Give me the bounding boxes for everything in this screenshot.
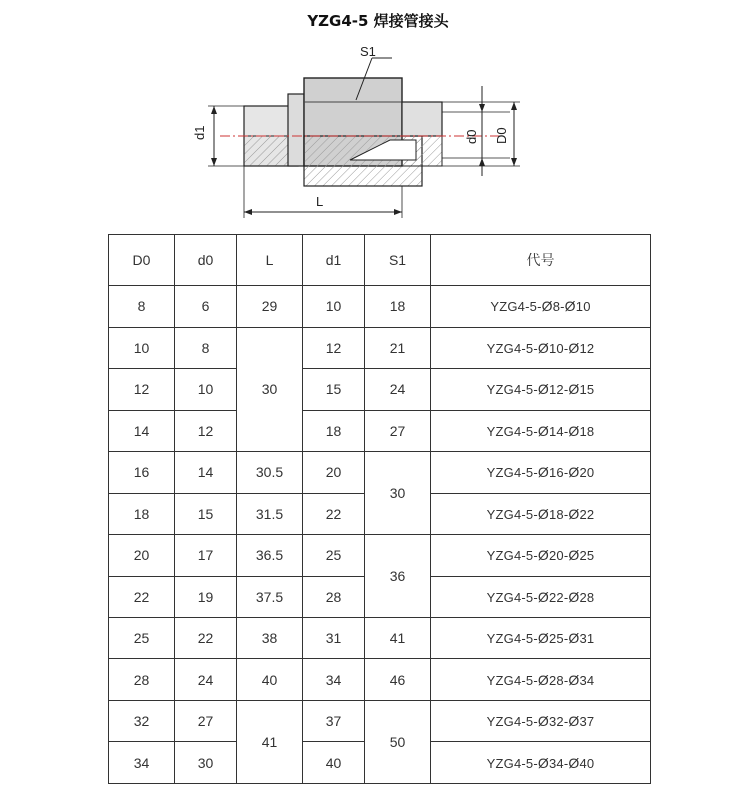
cell-L: 29	[237, 286, 303, 327]
cell-d0: 8	[175, 327, 237, 368]
cell-D0: 32	[109, 700, 175, 741]
cell-D0: 20	[109, 535, 175, 576]
cell-d1: 15	[303, 369, 365, 410]
cell-d1: 20	[303, 452, 365, 493]
header-L: L	[237, 235, 303, 286]
cell-d0: 27	[175, 700, 237, 741]
diameter-icon: Ø	[537, 547, 549, 564]
code-b: 40	[579, 755, 595, 771]
cell-D0: 10	[109, 327, 175, 368]
diameter-icon: Ø	[541, 298, 553, 315]
cell-S1: 30	[365, 452, 431, 535]
table-row	[109, 410, 651, 451]
cell-S1: 36	[365, 535, 431, 618]
table-row	[109, 286, 651, 327]
d1-label: d1	[192, 125, 207, 140]
diameter-icon: Ø	[537, 754, 549, 771]
table-row	[109, 452, 651, 493]
diameter-icon: Ø	[568, 339, 580, 356]
cell-code: YZG4-5-Ø28-Ø34	[431, 659, 651, 700]
diameter-icon: Ø	[537, 422, 549, 439]
cell-D0: 14	[109, 410, 175, 451]
code-a: 16	[548, 465, 564, 481]
code-b: 28	[579, 589, 595, 605]
cell-code: YZG4-5-Ø32-Ø37	[431, 700, 651, 741]
cell-S1: 41	[365, 617, 431, 658]
code-b: 31	[579, 631, 595, 647]
cell-S1: 18	[365, 286, 431, 327]
code-b: 10	[575, 299, 591, 315]
cell-L: 40	[237, 659, 303, 700]
table-row	[109, 327, 651, 368]
code-a: 14	[548, 423, 564, 439]
code-prefix: YZG4-5-	[490, 299, 542, 315]
code-prefix: YZG4-5-	[486, 672, 538, 688]
diameter-icon: Ø	[568, 422, 580, 439]
header-D0: D0	[109, 235, 175, 286]
L-label: L	[316, 194, 324, 209]
header-S1: S1	[365, 235, 431, 286]
cell-D0: 34	[109, 742, 175, 784]
cell-code: YZG4-5-Ø12-Ø15	[431, 369, 651, 410]
cell-d1: 31	[303, 617, 365, 658]
s1-label: S1	[360, 44, 376, 59]
diameter-icon: Ø	[537, 630, 549, 647]
code-prefix: YZG4-5-	[486, 755, 538, 771]
diameter-icon: Ø	[537, 339, 549, 356]
diameter-icon: Ø	[568, 547, 580, 564]
cell-S1: 24	[365, 369, 431, 410]
code-a: 8	[552, 299, 561, 315]
diameter-icon: Ø	[537, 671, 549, 688]
diameter-icon: Ø	[537, 505, 549, 522]
cell-L: 41	[237, 700, 303, 783]
cell-d1: 25	[303, 535, 365, 576]
code-prefix: YZG4-5-	[486, 506, 538, 522]
cell-d0: 10	[175, 369, 237, 410]
table-header-row	[109, 235, 651, 286]
cell-code: YZG4-5-Ø18-Ø22	[431, 493, 651, 534]
code-b: 12	[579, 340, 595, 356]
cell-L: 36.5	[237, 535, 303, 576]
cell-d0: 22	[175, 617, 237, 658]
diameter-icon: Ø	[568, 381, 580, 398]
header-code: 代号	[431, 235, 651, 286]
cell-d0: 14	[175, 452, 237, 493]
spec-table	[108, 234, 651, 784]
diameter-icon: Ø	[568, 671, 580, 688]
diameter-icon: Ø	[537, 464, 549, 481]
code-prefix: YZG4-5-	[486, 631, 538, 647]
table-row	[109, 369, 651, 410]
cell-L: 30.5	[237, 452, 303, 493]
cell-d1: 12	[303, 327, 365, 368]
table-row	[109, 659, 651, 700]
code-a: 34	[548, 755, 564, 771]
code-prefix: YZG4-5-	[486, 548, 538, 564]
code-b: 37	[579, 714, 595, 730]
code-a: 12	[548, 382, 564, 398]
code-prefix: YZG4-5-	[486, 465, 538, 481]
cell-D0: 22	[109, 576, 175, 617]
diameter-icon: Ø	[568, 505, 580, 522]
cell-d1: 10	[303, 286, 365, 327]
cell-d0: 19	[175, 576, 237, 617]
cell-d0: 15	[175, 493, 237, 534]
code-a: 25	[548, 631, 564, 647]
cell-d1: 28	[303, 576, 365, 617]
cell-d1: 34	[303, 659, 365, 700]
code-a: 10	[548, 340, 564, 356]
cell-D0: 28	[109, 659, 175, 700]
D0-label: D0	[494, 127, 509, 144]
code-b: 25	[579, 548, 595, 564]
d0-label: d0	[464, 129, 479, 144]
cell-d1: 37	[303, 700, 365, 741]
header-d0: d0	[175, 235, 237, 286]
fitting-drawing	[180, 40, 530, 225]
code-a: 22	[548, 589, 564, 605]
code-b: 15	[579, 382, 595, 398]
cell-D0: 12	[109, 369, 175, 410]
cell-code: YZG4-5-Ø16-Ø20	[431, 452, 651, 493]
table-row	[109, 535, 651, 576]
diameter-icon: Ø	[568, 754, 580, 771]
cell-d1: 18	[303, 410, 365, 451]
cell-code: YZG4-5-Ø8-Ø10	[431, 286, 651, 327]
cell-S1: 46	[365, 659, 431, 700]
code-a: 20	[548, 548, 564, 564]
cell-d0: 30	[175, 742, 237, 784]
cell-d0: 12	[175, 410, 237, 451]
cell-code: YZG4-5-Ø14-Ø18	[431, 410, 651, 451]
code-prefix: YZG4-5-	[486, 382, 538, 398]
cell-L: 30	[237, 327, 303, 451]
table-row	[109, 617, 651, 658]
cell-code: YZG4-5-Ø25-Ø31	[431, 617, 651, 658]
code-prefix: YZG4-5-	[486, 589, 538, 605]
cell-S1: 27	[365, 410, 431, 451]
cell-D0: 16	[109, 452, 175, 493]
collar	[288, 94, 304, 166]
cell-d0: 6	[175, 286, 237, 327]
cell-S1: 21	[365, 327, 431, 368]
code-b: 18	[579, 423, 595, 439]
cell-L: 38	[237, 617, 303, 658]
cell-d1: 22	[303, 493, 365, 534]
cell-code: YZG4-5-Ø20-Ø25	[431, 535, 651, 576]
cell-L: 37.5	[237, 576, 303, 617]
cell-D0: 18	[109, 493, 175, 534]
code-prefix: YZG4-5-	[486, 340, 538, 356]
code-a: 32	[548, 714, 564, 730]
code-a: 28	[548, 672, 564, 688]
code-prefix: YZG4-5-	[486, 714, 538, 730]
cell-d1: 40	[303, 742, 365, 784]
cell-D0: 8	[109, 286, 175, 327]
cell-code: YZG4-5-Ø22-Ø28	[431, 576, 651, 617]
cell-d0: 17	[175, 535, 237, 576]
diameter-icon: Ø	[568, 588, 580, 605]
diameter-icon: Ø	[568, 630, 580, 647]
code-prefix: YZG4-5-	[486, 423, 538, 439]
cell-code: YZG4-5-Ø10-Ø12	[431, 327, 651, 368]
cell-D0: 25	[109, 617, 175, 658]
code-b: 34	[579, 672, 595, 688]
table-row	[109, 700, 651, 741]
code-b: 20	[579, 465, 595, 481]
diameter-icon: Ø	[537, 588, 549, 605]
code-a: 18	[548, 506, 564, 522]
diameter-icon: Ø	[564, 298, 576, 315]
cell-S1: 50	[365, 700, 431, 783]
diameter-icon: Ø	[568, 713, 580, 730]
cell-L: 31.5	[237, 493, 303, 534]
header-d1: d1	[303, 235, 365, 286]
diameter-icon: Ø	[537, 381, 549, 398]
diameter-icon: Ø	[537, 713, 549, 730]
cell-code: YZG4-5-Ø34-Ø40	[431, 742, 651, 784]
diameter-icon: Ø	[568, 464, 580, 481]
code-b: 22	[579, 506, 595, 522]
page-title: YZG4-5 焊接管接头	[307, 12, 449, 30]
cell-d0: 24	[175, 659, 237, 700]
